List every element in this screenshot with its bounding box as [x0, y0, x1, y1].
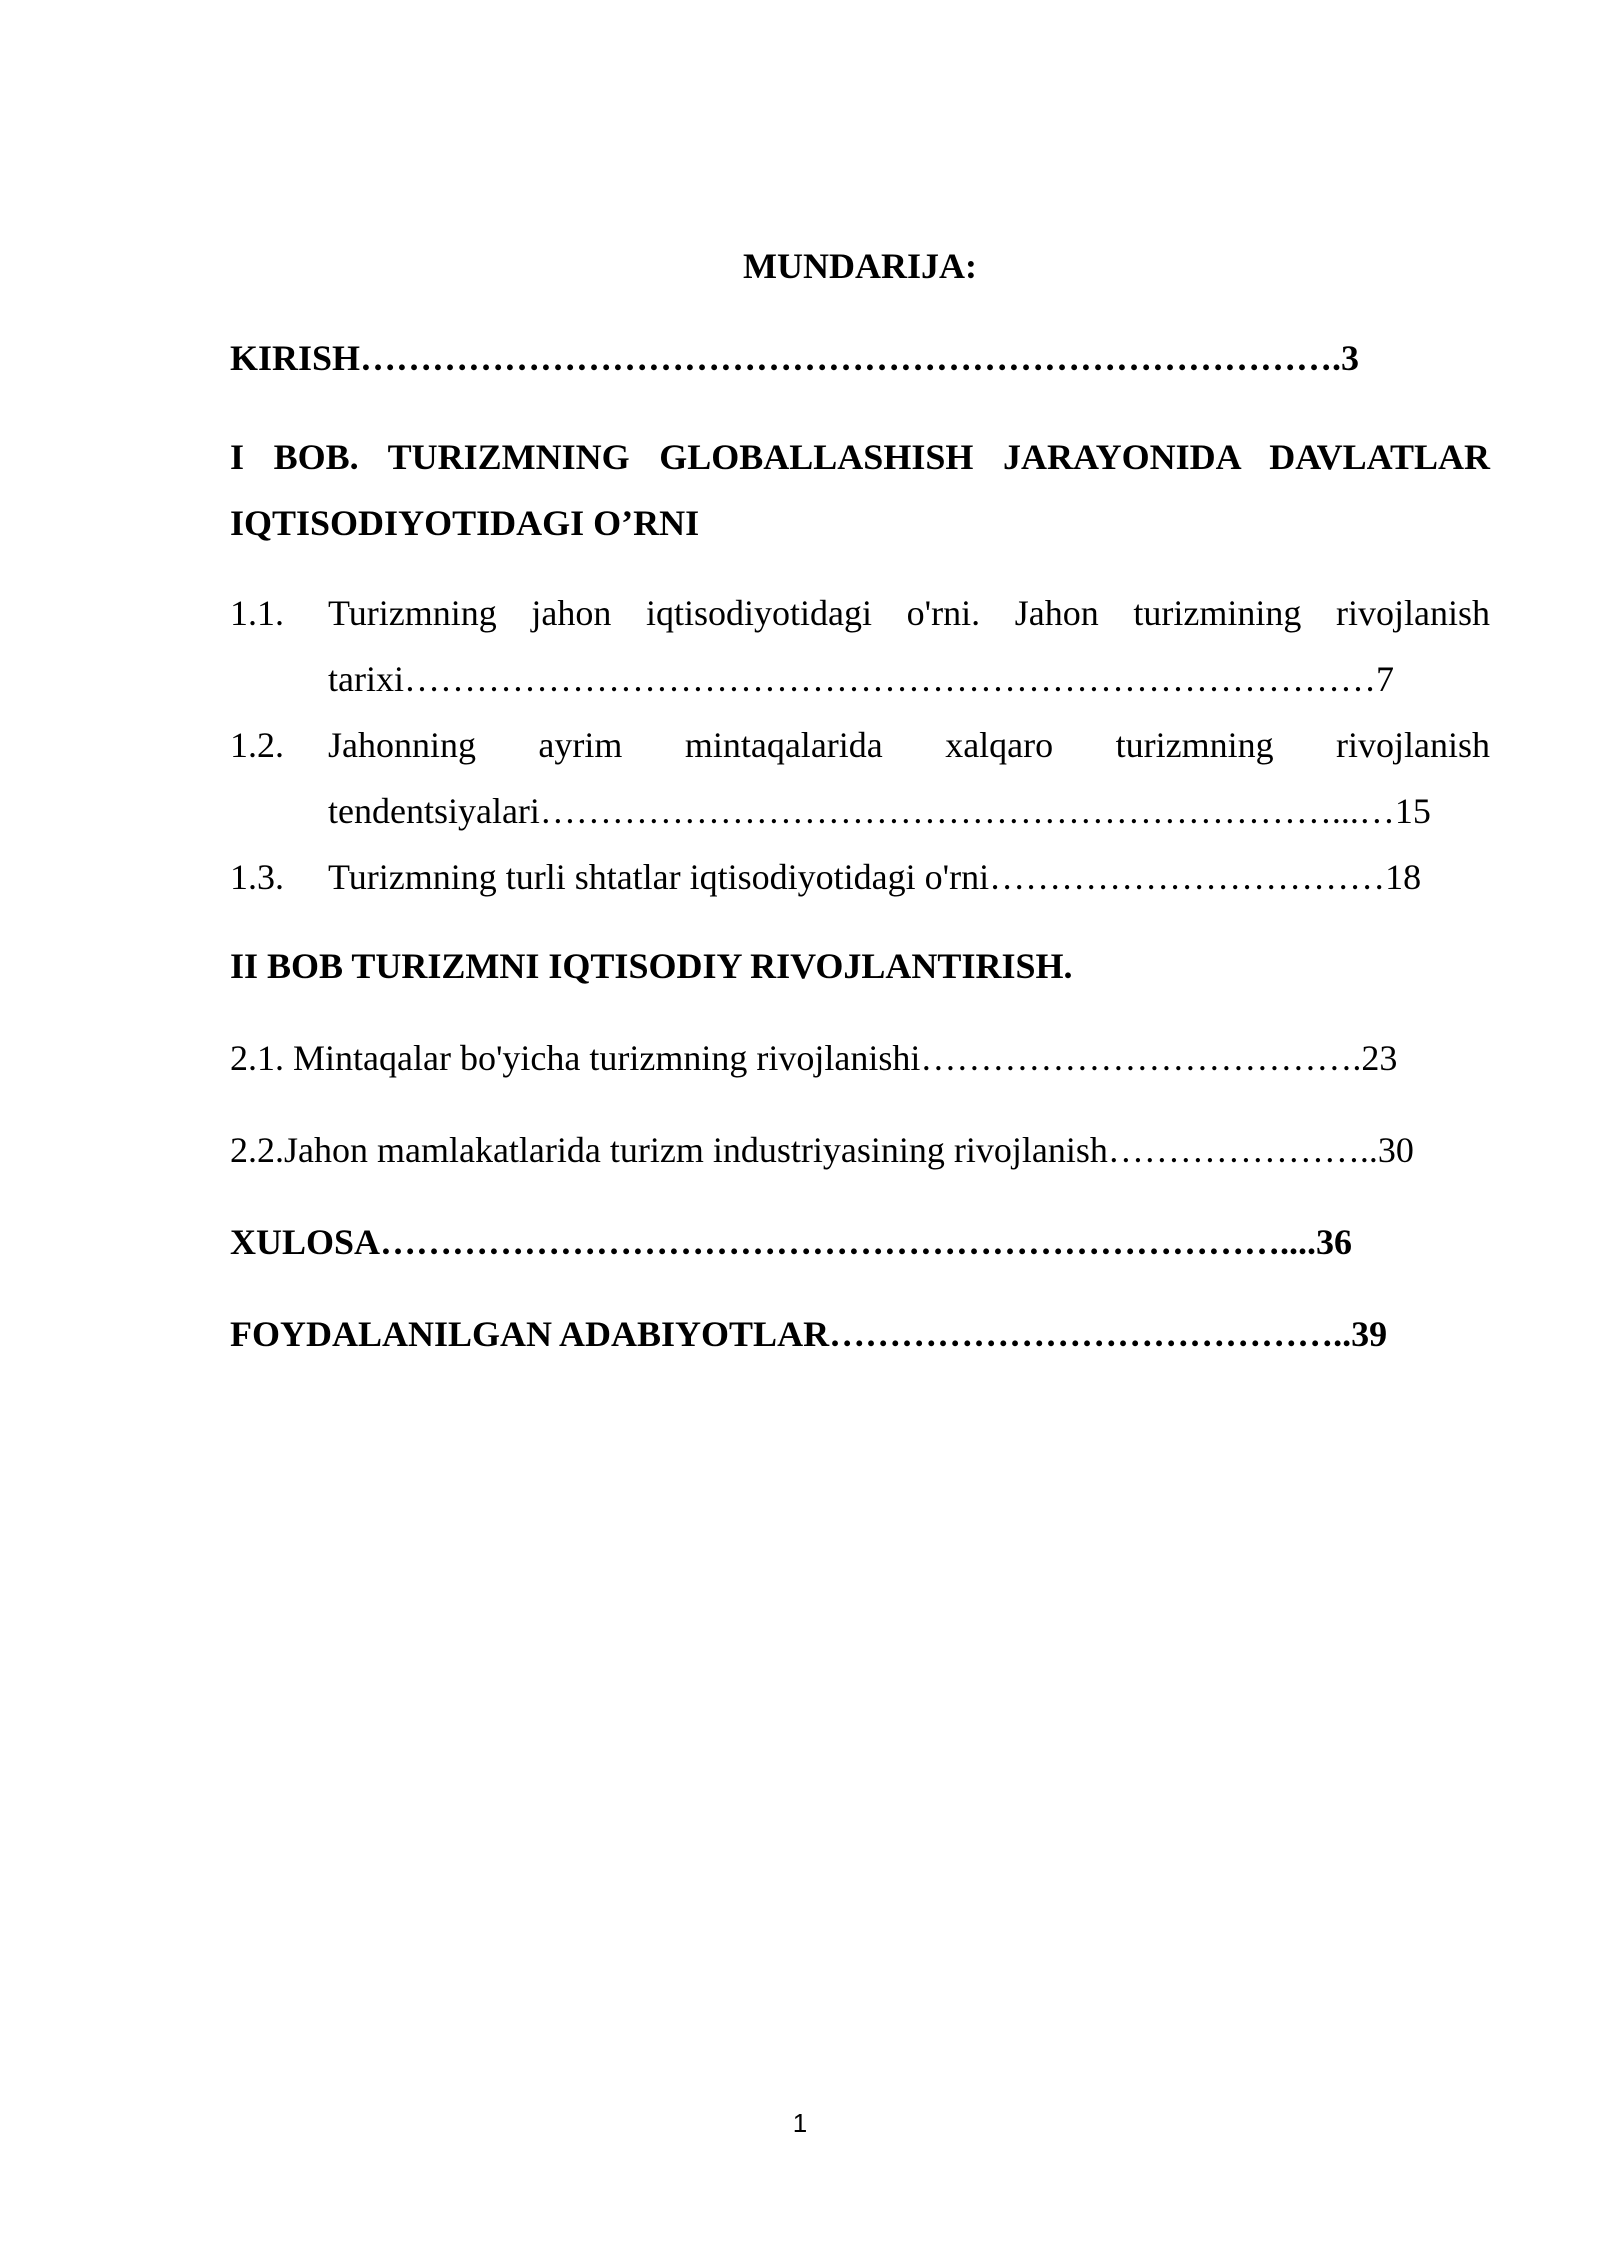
toc-entry-1-3	[230, 844, 1490, 910]
toc-entry-1-1	[230, 580, 1490, 712]
toc-entry-2-2: 2.2.Jahon mamlakatlarida turizm industriyasining rivojlanish…………………..30	[230, 1130, 1414, 1170]
toc-title: MUNDARIJA:	[743, 246, 977, 286]
entry-text-line2: tendentsiyalari…………………………………………………………...…15	[328, 791, 1431, 831]
table-of-contents	[230, 240, 1490, 1400]
toc-entry-conclusion: XULOSA…………………………………………………………………....36	[230, 1222, 1353, 1262]
toc-entry-references: FOYDALANILGAN ADABIYOTLAR……………………………………..39	[230, 1314, 1388, 1354]
entry-text-line1: Turizmning turli shtatlar iqtisodiyotidagi o'rni……………………………18	[328, 857, 1422, 897]
chapter-1-title-line2: IQTISODIYOTIDAGI O’RNI	[230, 503, 700, 543]
chapter-1-title-line1: I BOB. TURIZMNING GLOBALLASHISH JARAYONIDA DAVLATLAR	[230, 437, 1490, 477]
toc-entry-intro: KIRISH……………………………………………………………………….3	[230, 338, 1360, 378]
entry-text-line2: tarixi………………………………………………………………………7	[328, 659, 1394, 699]
entry-text-line1: Turizmning jahon iqtisodiyotidagi o'rni. Jahon turizmining rivojlanish	[328, 593, 1490, 633]
toc-entry-2-1: 2.1. Mintaqalar bo'yicha turizmning rivojlanishi……………………………….23	[230, 1038, 1398, 1078]
entry-number: 1.1.	[230, 593, 284, 633]
entry-number: 1.2.	[230, 725, 284, 765]
entry-number: 1.3.	[230, 857, 284, 897]
page-number: 1	[792, 2108, 808, 2138]
toc-chapter-2: II BOB TURIZMNI IQTISODIY RIVOJLANTIRISH.	[230, 946, 1073, 986]
toc-entry-1-2	[230, 712, 1490, 844]
toc-chapter-1	[230, 424, 1490, 556]
entry-text-line1: Jahonning ayrim mintaqalarida xalqaro turizmning rivojlanish	[328, 725, 1490, 765]
